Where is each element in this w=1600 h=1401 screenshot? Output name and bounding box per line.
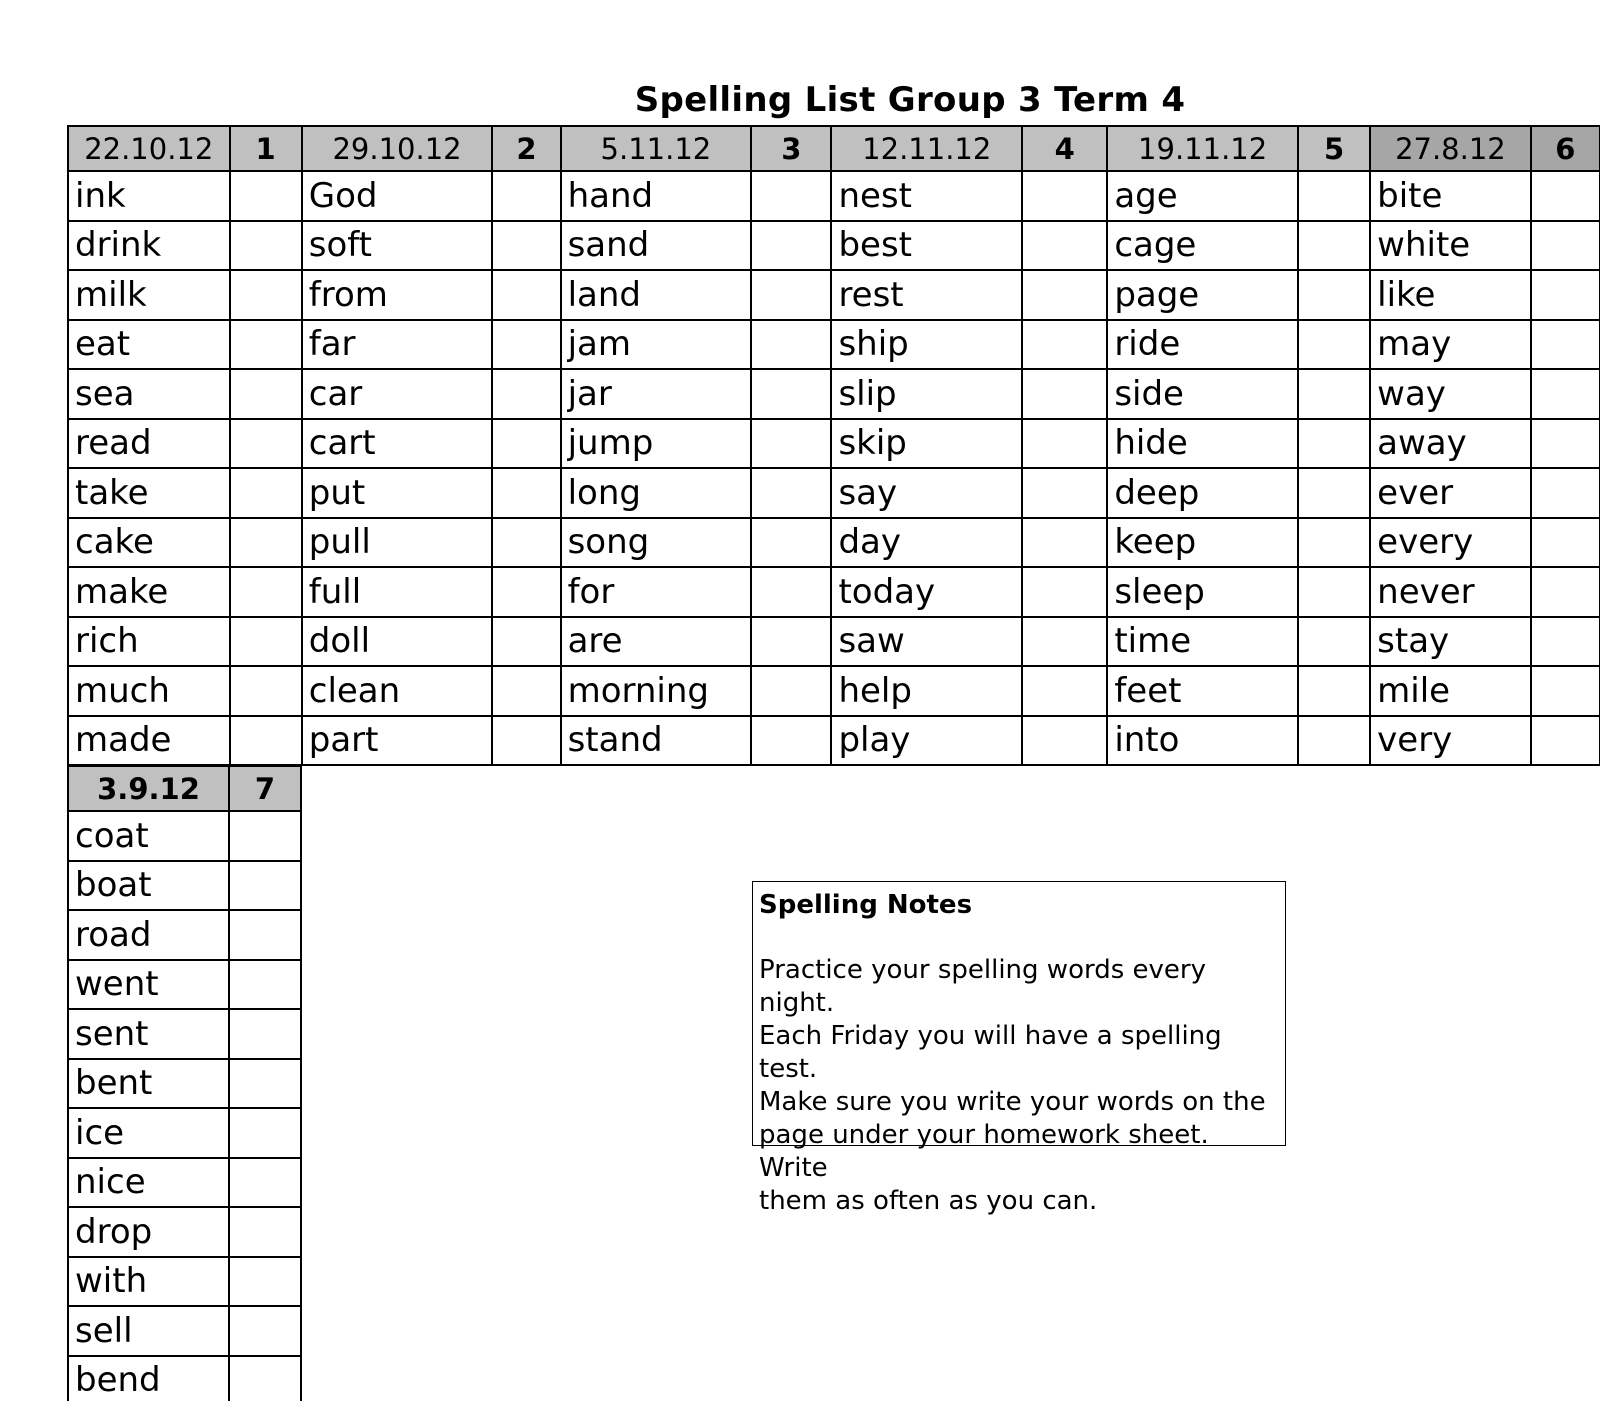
notes-heading: Spelling Notes — [759, 890, 973, 920]
week-date-header: 3.9.12 — [68, 766, 229, 811]
check-cell — [230, 221, 302, 271]
spelling-word: drink — [68, 221, 230, 271]
spelling-word: make — [68, 567, 230, 617]
spelling-word: land — [561, 270, 752, 320]
check-cell — [751, 270, 831, 320]
check-cell — [229, 811, 301, 861]
spelling-word: coat — [68, 811, 229, 861]
check-cell — [1022, 567, 1107, 617]
spelling-word: cake — [68, 518, 230, 568]
check-cell — [229, 960, 301, 1010]
check-cell — [492, 567, 560, 617]
check-cell — [1531, 419, 1600, 469]
table-row — [68, 468, 1600, 518]
spelling-word: ship — [831, 320, 1022, 370]
week-number-header: 6 — [1531, 126, 1600, 171]
notes-line: Practice your spelling words every night. — [759, 955, 1206, 1018]
spelling-word: rest — [831, 270, 1022, 320]
check-cell — [230, 270, 302, 320]
spelling-word: eat — [68, 320, 230, 370]
spelling-word: cage — [1107, 221, 1298, 271]
spelling-word: sand — [561, 221, 752, 271]
table-row — [68, 811, 301, 861]
spelling-word: take — [68, 468, 230, 518]
spelling-word: nice — [68, 1158, 229, 1208]
check-cell — [751, 369, 831, 419]
table-row — [68, 666, 1600, 716]
table-row — [68, 369, 1600, 419]
week7-table — [67, 765, 302, 1401]
spelling-word: say — [831, 468, 1022, 518]
check-cell — [230, 617, 302, 667]
spelling-word: ice — [68, 1108, 229, 1158]
spelling-word: much — [68, 666, 230, 716]
spelling-word: time — [1107, 617, 1298, 667]
check-cell — [1298, 518, 1370, 568]
check-cell — [1298, 419, 1370, 469]
check-cell — [229, 1059, 301, 1109]
check-cell — [492, 666, 560, 716]
check-cell — [751, 171, 831, 221]
check-cell — [751, 419, 831, 469]
check-cell — [492, 468, 560, 518]
spelling-word: help — [831, 666, 1022, 716]
check-cell — [1531, 518, 1600, 568]
spelling-word: car — [302, 369, 493, 419]
week-date-header: 29.10.12 — [302, 126, 493, 171]
check-cell — [1022, 221, 1107, 271]
check-cell — [492, 518, 560, 568]
check-cell — [1531, 716, 1600, 766]
spelling-word: milk — [68, 270, 230, 320]
spelling-word: saw — [831, 617, 1022, 667]
check-cell — [230, 567, 302, 617]
table-row — [68, 1108, 301, 1158]
spelling-word: never — [1370, 567, 1531, 617]
week-date-header: 19.11.12 — [1107, 126, 1298, 171]
table-row — [68, 221, 1600, 271]
spelling-word: cart — [302, 419, 493, 469]
check-cell — [751, 320, 831, 370]
table-row — [68, 1356, 301, 1401]
week-number-header: 7 — [229, 766, 301, 811]
check-cell — [751, 468, 831, 518]
check-cell — [230, 666, 302, 716]
spelling-word: sleep — [1107, 567, 1298, 617]
spelling-word: made — [68, 716, 230, 766]
check-cell — [751, 221, 831, 271]
spelling-word: rich — [68, 617, 230, 667]
week-date-header: 5.11.12 — [561, 126, 752, 171]
notes-line: Make sure you write your words on the — [759, 1087, 1266, 1117]
table-row — [68, 861, 301, 911]
check-cell — [1298, 171, 1370, 221]
check-cell — [492, 270, 560, 320]
check-cell — [230, 518, 302, 568]
page-title: Spelling List Group 3 Term 4 — [634, 80, 1186, 120]
spelling-word: white — [1370, 221, 1531, 271]
spelling-word: sea — [68, 369, 230, 419]
check-cell — [229, 861, 301, 911]
table-row — [68, 320, 1600, 370]
spelling-word: jar — [561, 369, 752, 419]
table-row — [68, 1059, 301, 1109]
check-cell — [1022, 369, 1107, 419]
spelling-word: put — [302, 468, 493, 518]
table-row — [68, 910, 301, 960]
check-cell — [492, 617, 560, 667]
spelling-word: stand — [561, 716, 752, 766]
spelling-word: far — [302, 320, 493, 370]
spelling-word: slip — [831, 369, 1022, 419]
spelling-word: clean — [302, 666, 493, 716]
spelling-word: may — [1370, 320, 1531, 370]
check-cell — [751, 567, 831, 617]
spelling-word: today — [831, 567, 1022, 617]
table-row — [68, 716, 1600, 766]
spelling-word: from — [302, 270, 493, 320]
spelling-word: nest — [831, 171, 1022, 221]
spelling-word: every — [1370, 518, 1531, 568]
table-row — [68, 960, 301, 1010]
spelling-word: morning — [561, 666, 752, 716]
spelling-word: God — [302, 171, 493, 221]
spelling-word: bite — [1370, 171, 1531, 221]
week-date-header: 27.8.12 — [1370, 126, 1531, 171]
spelling-word: sell — [68, 1306, 229, 1356]
spelling-word: bend — [68, 1356, 229, 1401]
spelling-word: feet — [1107, 666, 1298, 716]
week-number-header: 1 — [230, 126, 302, 171]
spelling-word: sent — [68, 1009, 229, 1059]
notes-line: page under your homework sheet. Write — [759, 1120, 1209, 1183]
spelling-word: hide — [1107, 419, 1298, 469]
check-cell — [492, 320, 560, 370]
spelling-word: best — [831, 221, 1022, 271]
check-cell — [492, 419, 560, 469]
check-cell — [1022, 518, 1107, 568]
table-row — [68, 1009, 301, 1059]
check-cell — [1298, 468, 1370, 518]
week-date-header: 22.10.12 — [68, 126, 230, 171]
week-number-header: 5 — [1298, 126, 1370, 171]
check-cell — [1298, 617, 1370, 667]
table-row — [68, 1257, 301, 1307]
table-row — [68, 1306, 301, 1356]
spelling-word: side — [1107, 369, 1298, 419]
header-row — [68, 126, 1600, 171]
spelling-notes-box — [752, 881, 1286, 1216]
check-cell — [230, 171, 302, 221]
check-cell — [1022, 716, 1107, 766]
week-date-header: 12.11.12 — [831, 126, 1022, 171]
spelling-word: away — [1370, 419, 1531, 469]
spelling-word: pull — [302, 518, 493, 568]
check-cell — [1531, 320, 1600, 370]
table-row — [68, 1158, 301, 1208]
check-cell — [229, 910, 301, 960]
table-row — [68, 567, 1600, 617]
check-cell — [492, 716, 560, 766]
check-cell — [229, 1257, 301, 1307]
week-number-header: 4 — [1022, 126, 1107, 171]
table-row — [68, 270, 1600, 320]
check-cell — [229, 1207, 301, 1257]
check-cell — [1298, 666, 1370, 716]
spelling-word: into — [1107, 716, 1298, 766]
table-row — [68, 171, 1600, 221]
spelling-word: mile — [1370, 666, 1531, 716]
spelling-word: keep — [1107, 518, 1298, 568]
spelling-word: doll — [302, 617, 493, 667]
spelling-word: with — [68, 1257, 229, 1307]
check-cell — [1531, 369, 1600, 419]
check-cell — [1022, 617, 1107, 667]
spelling-word: drop — [68, 1207, 229, 1257]
spelling-word: soft — [302, 221, 493, 271]
spelling-word: full — [302, 567, 493, 617]
check-cell — [751, 666, 831, 716]
check-cell — [751, 716, 831, 766]
check-cell — [1531, 666, 1600, 716]
notes-line: Each Friday you will have a spelling test. — [759, 1021, 1222, 1084]
check-cell — [1298, 270, 1370, 320]
spelling-table — [67, 125, 1600, 766]
spelling-word: are — [561, 617, 752, 667]
check-cell — [1298, 716, 1370, 766]
check-cell — [230, 716, 302, 766]
spelling-word: page — [1107, 270, 1298, 320]
spelling-word: ink — [68, 171, 230, 221]
spelling-word: day — [831, 518, 1022, 568]
check-cell — [492, 221, 560, 271]
spelling-word: stay — [1370, 617, 1531, 667]
spelling-word: play — [831, 716, 1022, 766]
check-cell — [229, 1009, 301, 1059]
spelling-word: went — [68, 960, 229, 1010]
check-cell — [1022, 320, 1107, 370]
check-cell — [230, 419, 302, 469]
check-cell — [229, 1356, 301, 1401]
spelling-word: road — [68, 910, 229, 960]
check-cell — [1022, 666, 1107, 716]
check-cell — [1531, 617, 1600, 667]
table-row — [68, 617, 1600, 667]
check-cell — [1531, 567, 1600, 617]
spelling-word: like — [1370, 270, 1531, 320]
spelling-word: ride — [1107, 320, 1298, 370]
check-cell — [1298, 320, 1370, 370]
table-row — [68, 419, 1600, 469]
check-cell — [1022, 171, 1107, 221]
check-cell — [1531, 221, 1600, 271]
check-cell — [1531, 270, 1600, 320]
header-row — [68, 766, 301, 811]
spelling-word: boat — [68, 861, 229, 911]
spelling-word: ever — [1370, 468, 1531, 518]
spelling-word: hand — [561, 171, 752, 221]
spelling-word: jam — [561, 320, 752, 370]
spelling-word: part — [302, 716, 493, 766]
check-cell — [1298, 369, 1370, 419]
check-cell — [751, 518, 831, 568]
week-number-header: 3 — [751, 126, 831, 171]
check-cell — [1022, 468, 1107, 518]
check-cell — [229, 1108, 301, 1158]
check-cell — [1298, 221, 1370, 271]
check-cell — [230, 369, 302, 419]
spelling-word: skip — [831, 419, 1022, 469]
check-cell — [751, 617, 831, 667]
check-cell — [492, 369, 560, 419]
spelling-word: deep — [1107, 468, 1298, 518]
check-cell — [1022, 419, 1107, 469]
check-cell — [229, 1306, 301, 1356]
check-cell — [230, 320, 302, 370]
check-cell — [1022, 270, 1107, 320]
spelling-word: read — [68, 419, 230, 469]
check-cell — [1531, 468, 1600, 518]
check-cell — [1298, 567, 1370, 617]
spelling-word: jump — [561, 419, 752, 469]
spelling-word: song — [561, 518, 752, 568]
spelling-word: age — [1107, 171, 1298, 221]
check-cell — [230, 468, 302, 518]
spelling-word: way — [1370, 369, 1531, 419]
notes-line: them as often as you can. — [759, 1186, 1098, 1216]
spelling-word: for — [561, 567, 752, 617]
spelling-word: long — [561, 468, 752, 518]
table-row — [68, 1207, 301, 1257]
spelling-word: bent — [68, 1059, 229, 1109]
check-cell — [1531, 171, 1600, 221]
week-number-header: 2 — [492, 126, 560, 171]
check-cell — [492, 171, 560, 221]
table-row — [68, 518, 1600, 568]
check-cell — [229, 1158, 301, 1208]
spelling-word: very — [1370, 716, 1531, 766]
